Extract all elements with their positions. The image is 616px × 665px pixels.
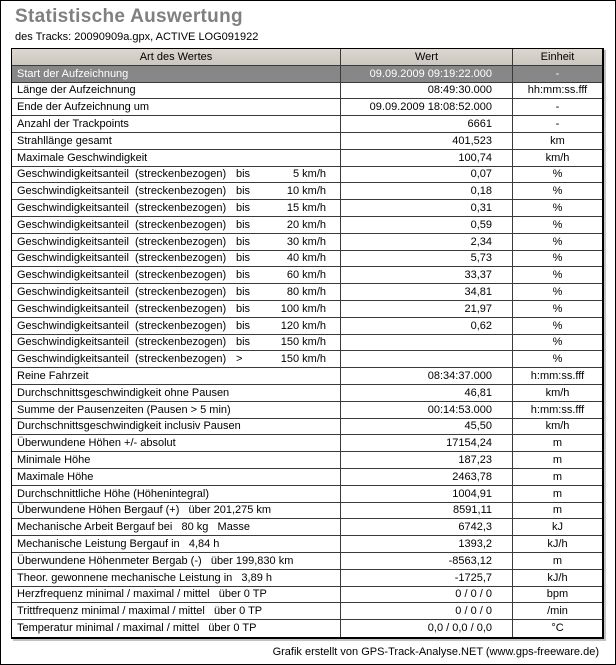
row-value: -8563,12 [341, 553, 513, 569]
row-value: 0,18 [341, 183, 513, 199]
row-label: Start der Aufzeichnung [17, 67, 129, 80]
row-label: Durchschnittliche Höhe (Höhenintegral) [17, 487, 209, 500]
row-label-cell [12, 368, 341, 384]
table-row [12, 587, 602, 604]
row-label: Geschwindigkeitsanteil (streckenbezogen) [17, 185, 227, 198]
row-unit: % [552, 235, 563, 248]
row-value: 21,97 [341, 301, 513, 317]
row-range-threshold: 5 km/h [292, 168, 326, 181]
table-row [12, 167, 602, 184]
row-label-cell [12, 234, 341, 250]
table-row [12, 402, 602, 419]
row-label-cell [12, 251, 341, 267]
row-range-operator: bis [236, 269, 251, 282]
row-range-threshold: 30 km/h [286, 235, 326, 248]
row-label-cell [12, 519, 341, 535]
row-unit: m [552, 554, 563, 567]
row-value [341, 351, 513, 367]
column-header-einheit: Einheit [540, 50, 575, 63]
row-label-cell [12, 503, 341, 519]
table-row [12, 452, 602, 469]
row-label-cell [12, 385, 341, 401]
table-row [12, 301, 602, 318]
table-row [12, 217, 602, 234]
row-unit: % [552, 202, 563, 215]
row-label-cell [12, 536, 341, 552]
row-label: Geschwindigkeitsanteil (streckenbezogen) [17, 202, 227, 215]
row-label-cell [12, 435, 341, 451]
row-range-operator: bis [236, 286, 251, 299]
row-label: Geschwindigkeitsanteil (streckenbezogen) [17, 353, 227, 366]
row-value: 8591,11 [341, 503, 513, 519]
row-value: 6742,3 [341, 519, 513, 535]
table-row [12, 150, 602, 167]
page-title: Statistische Auswertung [15, 6, 243, 27]
table-row [12, 519, 602, 536]
table-row [12, 536, 602, 553]
row-unit: h:mm:ss.fff [530, 370, 585, 383]
row-value: 1393,2 [341, 536, 513, 552]
row-label: Geschwindigkeitsanteil (streckenbezogen) [17, 319, 227, 332]
row-label: Länge der Aufzeichnung [17, 84, 136, 97]
row-label: Geschwindigkeitsanteil (streckenbezogen) [17, 336, 227, 349]
row-label-cell [12, 217, 341, 233]
track-subtitle: des Tracks: 20090909a.gpx, ACTIVE LOG091922 [15, 31, 259, 43]
row-label: Geschwindigkeitsanteil (streckenbezogen) [17, 302, 227, 315]
row-unit: % [552, 286, 563, 299]
row-unit: bpm [546, 588, 569, 601]
row-unit: kJ/h [547, 538, 568, 550]
row-label-cell [12, 553, 341, 569]
table-row [12, 419, 602, 436]
row-range-operator: bis [236, 235, 251, 248]
row-label-cell [12, 200, 341, 216]
table-row [12, 385, 602, 402]
table-row [12, 620, 602, 637]
row-range-operator: > [236, 353, 243, 366]
row-value: 2463,78 [341, 469, 513, 485]
row-unit: % [552, 353, 563, 366]
row-value: 34,81 [341, 284, 513, 300]
row-unit: - [555, 67, 560, 80]
row-label-cell [12, 284, 341, 300]
row-label: Maximale Geschwindigkeit [17, 151, 148, 164]
row-label-cell [12, 603, 341, 619]
row-range-threshold: 60 km/h [286, 269, 326, 282]
row-range-operator: bis [236, 336, 251, 349]
row-range-threshold: 80 km/h [286, 286, 326, 299]
table-row [12, 267, 602, 284]
row-value: 08:49:30.000 [341, 83, 513, 99]
row-value: 17154,24 [341, 435, 513, 451]
row-unit: kJ/h [547, 571, 568, 584]
table-row [12, 234, 602, 251]
table-row [12, 503, 602, 520]
row-value: 0,59 [341, 217, 513, 233]
table-row [12, 486, 602, 503]
row-label-cell [12, 419, 341, 435]
table-row [12, 284, 602, 301]
row-value: 00:14:53.000 [341, 402, 513, 418]
row-value: 0,62 [341, 318, 513, 334]
row-label: Mechanische Leistung Bergauf in 4,84 h [17, 538, 220, 550]
row-label-cell [12, 167, 341, 183]
row-unit: m [552, 487, 563, 500]
row-label: Geschwindigkeitsanteil (streckenbezogen) [17, 269, 227, 282]
row-value: 2,34 [341, 234, 513, 250]
row-value: 0,07 [341, 167, 513, 183]
row-label-cell [12, 402, 341, 418]
row-value: 46,81 [341, 385, 513, 401]
column-header-wert: Wert [341, 49, 513, 65]
table-row [12, 570, 602, 587]
row-unit: % [552, 336, 563, 349]
row-label: Überwundene Höhen Bergauf (+) über 201,275 km [17, 504, 272, 517]
column-header-art-des-wertes: Art des Wertes [12, 49, 341, 65]
table-row [12, 99, 602, 116]
row-unit: % [552, 269, 563, 282]
row-unit: m [552, 454, 563, 467]
row-value: 33,37 [341, 267, 513, 283]
row-range-threshold: 20 km/h [286, 218, 326, 231]
row-value: 0 / 0 / 0 [341, 587, 513, 603]
row-label-cell [12, 83, 341, 99]
row-value: 0,0 / 0,0 / 0,0 [341, 620, 513, 637]
row-label-cell [12, 351, 341, 367]
row-unit: m [552, 470, 563, 483]
table-row [12, 66, 602, 83]
row-label-cell [12, 301, 341, 317]
row-unit: km/h [545, 420, 570, 433]
row-unit: - [555, 101, 560, 114]
row-label-cell [12, 99, 341, 115]
row-value: 6661 [341, 116, 513, 132]
row-unit: % [552, 252, 563, 265]
row-label: Geschwindigkeitsanteil (streckenbezogen) [17, 252, 227, 265]
row-range-operator: bis [236, 202, 251, 215]
row-unit: km [550, 134, 565, 147]
row-label: Summe der Pausenzeiten (Pausen > 5 min) [17, 403, 231, 416]
row-unit: % [552, 185, 563, 198]
row-label: Trittfrequenz minimal / maximal / mittel über 0 TP [17, 605, 263, 618]
row-label-cell [12, 116, 341, 132]
row-unit: m [552, 504, 563, 517]
row-value: 100,74 [341, 150, 513, 166]
credit-footer: Grafik erstellt von GPS-Track-Analyse.NET (www.gps-freeware.de) [272, 646, 599, 658]
row-label-cell [12, 133, 341, 149]
row-unit: % [552, 302, 563, 315]
row-value: 0,31 [341, 200, 513, 216]
table-row [12, 603, 602, 620]
row-label: Geschwindigkeitsanteil (streckenbezogen) [17, 235, 227, 248]
table-header-row [12, 49, 602, 66]
row-label-cell [12, 318, 341, 334]
table-row [12, 351, 602, 368]
row-label: Temperatur minimal / maximal / mittel über 0 TP [17, 622, 257, 635]
table-row [12, 435, 602, 452]
row-label: Durchschnittsgeschwindigkeit inclusiv Pausen [17, 420, 241, 433]
row-label: Überwundene Höhenmeter Bergab (-) über 199,830 km [17, 554, 294, 567]
statistics-table [11, 48, 604, 639]
row-value: 401,523 [341, 133, 513, 149]
row-label-cell [12, 267, 341, 283]
row-label: Reine Fahrzeit [17, 370, 89, 383]
row-range-threshold: 150 km/h [280, 353, 326, 366]
row-value: -1725,7 [341, 570, 513, 586]
row-label: Maximale Höhe [17, 470, 94, 483]
row-unit: hh:mm:ss.fff [527, 84, 588, 97]
row-unit: /min [547, 605, 568, 618]
row-value: 5,73 [341, 251, 513, 267]
row-unit: h:mm:ss.fff [530, 403, 585, 416]
row-range-operator: bis [236, 252, 251, 265]
row-label-cell [12, 620, 341, 637]
row-label: Ende der Aufzeichnung um [17, 101, 150, 114]
row-value: 1004,91 [341, 486, 513, 502]
row-value: 45,50 [341, 419, 513, 435]
row-range-operator: bis [236, 302, 251, 315]
row-range-operator: bis [236, 168, 251, 181]
row-label-cell [12, 570, 341, 586]
row-label: Anzahl der Trackpoints [17, 118, 129, 131]
row-label: Geschwindigkeitsanteil (streckenbezogen) [17, 286, 227, 299]
row-label-cell [12, 452, 341, 468]
table-row [12, 318, 602, 335]
row-label-cell [12, 183, 341, 199]
table-row [12, 133, 602, 150]
row-unit: % [552, 218, 563, 231]
table-row [12, 469, 602, 486]
row-unit: °C [551, 622, 564, 635]
row-label: Minimale Höhe [17, 454, 91, 467]
row-range-operator: bis [236, 218, 251, 231]
row-range-threshold: 40 km/h [286, 252, 326, 265]
row-label: Geschwindigkeitsanteil (streckenbezogen) [17, 168, 227, 181]
row-label: Herzfrequenz minimal / maximal / mittel über 0 TP [17, 588, 267, 601]
row-label: Geschwindigkeitsanteil (streckenbezogen) [17, 218, 227, 231]
table-row [12, 183, 602, 200]
row-range-threshold: 10 km/h [286, 185, 326, 198]
table-row [12, 368, 602, 385]
table-body [12, 66, 602, 637]
table-row [12, 83, 602, 100]
row-range-operator: bis [236, 319, 251, 332]
row-label: Überwundene Höhen +/- absolut [17, 437, 176, 450]
row-label-cell [12, 486, 341, 502]
row-value: 0 / 0 / 0 [341, 603, 513, 619]
row-label: Strahllänge gesamt [17, 134, 112, 147]
table-row [12, 116, 602, 133]
row-label: Mechanische Arbeit Bergauf bei 80 kg Masse [17, 521, 250, 534]
table-row [12, 251, 602, 268]
table-row [12, 335, 602, 352]
row-unit: km/h [545, 386, 570, 399]
row-label-cell [12, 335, 341, 351]
row-unit: m [552, 437, 563, 450]
row-label: Durchschnittsgeschwindigkeit ohne Pausen [17, 386, 230, 399]
row-unit: km/h [545, 151, 570, 164]
row-range-threshold: 120 km/h [280, 319, 326, 332]
row-range-threshold: 15 km/h [286, 202, 326, 215]
row-unit: % [552, 319, 563, 332]
row-value: 09.09.2009 18:08:52.000 [341, 99, 513, 115]
row-value [341, 335, 513, 351]
row-unit: kJ [552, 521, 563, 534]
row-label-cell [12, 587, 341, 603]
table-row [12, 553, 602, 570]
row-label-cell [12, 150, 341, 166]
row-label-cell [12, 66, 341, 82]
row-unit: % [552, 168, 563, 181]
row-range-threshold: 150 km/h [280, 336, 326, 349]
row-unit: - [555, 118, 560, 131]
row-value: 187,23 [341, 452, 513, 468]
row-value: 09.09.2009 09:19:22.000 [341, 66, 513, 82]
row-label: Theor. gewonnene mechanische Leistung in 3,89 h [17, 571, 273, 584]
row-value: 08:34:37.000 [341, 368, 513, 384]
row-range-operator: bis [236, 185, 251, 198]
row-range-threshold: 100 km/h [280, 302, 326, 315]
row-label-cell [12, 469, 341, 485]
table-row [12, 200, 602, 217]
